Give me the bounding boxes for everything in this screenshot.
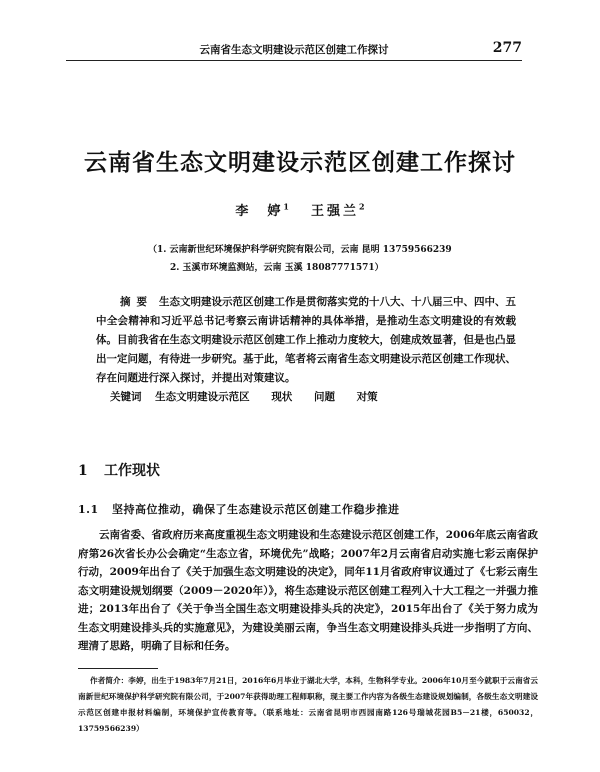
author-footnote: 作者简介：李婷，出生于1983年7月21日，2016年6月毕业于湖北大学，本科，生物科学专业。2006年10月至今就职于云南省云南新世纪环境保护科学研究院有限公司，于2007年获得助理工程师职称，现主要工作内容为各级生态建设规划编制，各级生态文明建设示范区创建申报材料编制，环境保护宣传教育等。（联系地址：云南省昆明市西园南路126号瑞城花园B5－21楼，650032，13759566239）	[78, 676, 538, 733]
keywords-line	[96, 388, 516, 407]
keyword: 生态文明建设示范区	[155, 391, 250, 403]
author-name-2: 王强兰	[311, 204, 360, 219]
author-name-1: 李 婷	[235, 204, 284, 219]
article-title: 云南省生态文明建设示范区创建工作探讨	[84, 149, 516, 176]
section-title: 工作现状	[104, 463, 160, 479]
author-affiliation-mark-1: 1	[283, 201, 289, 212]
abstract-text: 生态文明建设示范区创建工作是贯彻落实党的十八大、十八届三中、四中、五中全会精神和习近平总书记考察云南讲话精神的具体举措，是推动生态文明建设的有效载体。目前我省在生态文明建设示范区创建工作上推动力度较大，创建成效显著，但是也凸显出一定问题，有待进一步研究。基于此，笔者将云南省生态文明建设示范区创建工作现状、存在问题进行深入探讨，并提出对策建议。	[96, 296, 516, 384]
subsection-title: 坚持高位推动，确保了生态建设示范区创建工作稳步推进	[112, 503, 400, 516]
body-paragraph: 云南省委、省政府历来高度重视生态文明建设和生态建设示范区创建工作，2006年底云南省政府第26次省长办公会确定“生态立省，环境优先”战略；2007年2月云南省启动实施七彩云南保护行动，2009年出台了《关于加强生态文明建设的决定》，同年11月省政府审议通过了《七彩云南生态文明建设规划纲要（2009－2020年）》，将生态建设示范区创建工程列入十大工程之一并强力推进；2013年出台了《关于争当全国生态文明建设排头兵的决定》，2015年出台了《关于努力成为生态文明建设排头兵的实施意见》，为建设美丽云南，争当生态文明建设排头兵进一步指明了方向、理清了思路，明确了目标和任务。	[78, 529, 538, 652]
keyword: 问题	[313, 391, 335, 403]
running-header	[66, 40, 522, 61]
running-title: 云南省生态文明建设示范区创建工作探讨	[199, 44, 389, 56]
page-number: 277	[492, 40, 522, 56]
abstract-label: 摘要	[120, 296, 153, 308]
abstract-paragraph	[96, 293, 516, 388]
section-heading	[78, 460, 160, 480]
keyword: 对策	[356, 391, 378, 403]
affiliation-2: 2. 玉溪市环境监测站，云南 玉溪 18087771571）	[170, 263, 384, 273]
footnote-divider	[78, 668, 158, 669]
keyword: 现状	[271, 391, 293, 403]
affiliation-1: （1. 云南新世纪环境保护科学研究院有限公司，云南 昆明 13759566239	[148, 245, 452, 255]
subsection-number: 1.1	[78, 503, 99, 516]
abstract-block	[96, 293, 516, 407]
keywords-label: 关键词	[110, 391, 142, 403]
affiliations	[148, 241, 508, 277]
author-affiliation-mark-2: 2	[359, 201, 365, 212]
section-number: 1	[78, 463, 88, 479]
subsection-heading	[78, 501, 400, 517]
author-line	[0, 200, 600, 219]
